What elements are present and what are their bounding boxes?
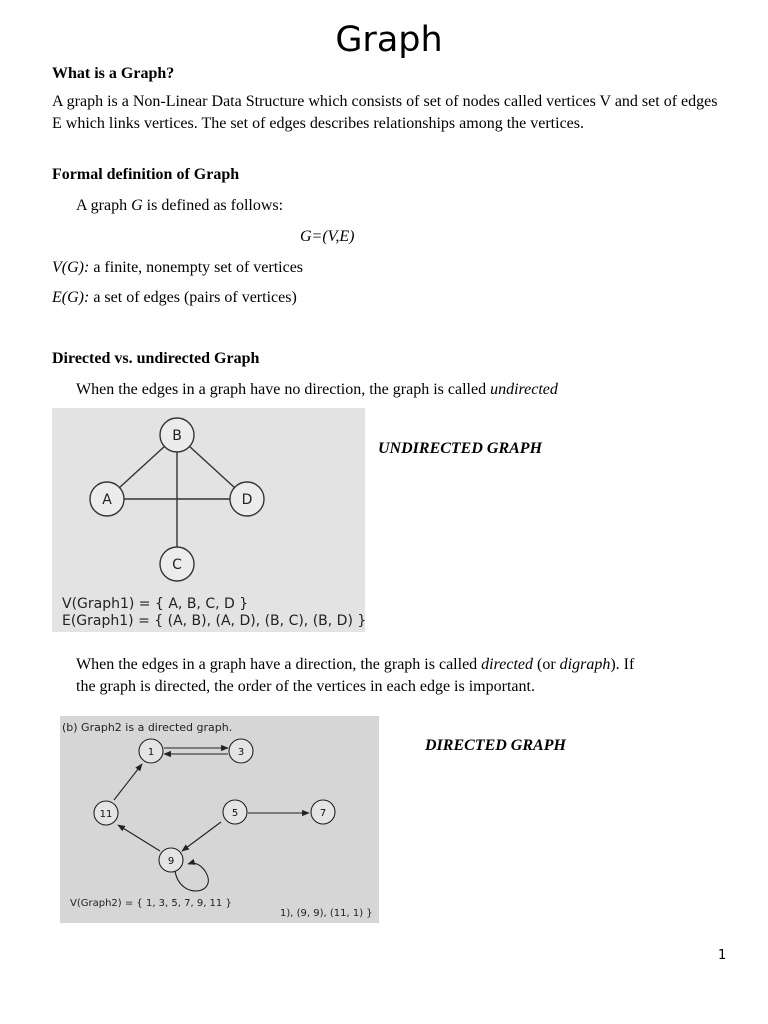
edge-term: E(G): <box>52 289 90 306</box>
directed-sentence-end: ). If <box>610 656 635 673</box>
digraph-term: digraph <box>559 656 611 673</box>
directed-graph-diagram <box>60 716 379 923</box>
directed-graph-figure <box>60 716 379 923</box>
directed-graph-label: DIRECTED GRAPH <box>425 737 566 754</box>
undirected-term: undirected <box>490 381 558 398</box>
formal-intro-variable: G <box>131 197 143 214</box>
vertex-description: a finite, nonempty set of vertices <box>89 259 304 276</box>
directed-edge-set-fragment: 1), (9, 9), (11, 1) } <box>280 908 373 919</box>
page-number: 1 <box>718 948 727 963</box>
undirected-vertex-set: V(Graph1) = { A, B, C, D } <box>62 596 249 612</box>
edge-11-to-1 <box>114 764 142 800</box>
undirected-sentence <box>76 379 558 401</box>
node-a-label: A <box>102 492 112 508</box>
node-9-label: 9 <box>167 856 175 867</box>
formal-intro <box>76 195 283 217</box>
edge-5-to-9 <box>182 822 221 851</box>
node-5-label: 5 <box>231 808 239 819</box>
undirected-sentence-text: When the edges in a graph have no direction, the graph is called <box>76 381 491 398</box>
definition-paragraph: A graph is a Non-Linear Data Structure which consists of set of nodes called vertices V and set of edges E which links vertices. The set of edges describes relationships among the vertices. <box>52 93 718 132</box>
directed-sentence-mid: (or <box>533 656 560 673</box>
node-1-label: 1 <box>147 747 155 758</box>
directed-sentence-line1 <box>76 654 634 676</box>
edge-9-to-11 <box>118 825 160 851</box>
vertex-term: V(G): <box>52 259 90 276</box>
directed-term: directed <box>481 656 533 673</box>
edge-definition <box>52 287 297 309</box>
formal-intro-text: A graph <box>76 197 132 214</box>
undirected-graph-figure <box>52 408 365 632</box>
node-c-label: C <box>172 557 182 573</box>
heading-directed-vs-undirected: Directed vs. undirected Graph <box>52 350 260 367</box>
undirected-edge-set: E(Graph1) = { (A, B), (A, D), (B, C), (B, D) } <box>62 613 365 629</box>
graph-equation: G=(V,E) <box>300 228 355 245</box>
directed-sentence-text: When the edges in a graph have a direction, the graph is called <box>76 656 482 673</box>
vertex-definition <box>52 257 303 279</box>
directed-figure-caption: (b) Graph2 is a directed graph. <box>62 721 233 734</box>
formal-intro-text-end: is defined as follows: <box>142 197 284 214</box>
undirected-graph-diagram <box>52 408 365 632</box>
undirected-graph-label: UNDIRECTED GRAPH <box>378 440 543 457</box>
node-d-label: D <box>241 492 253 508</box>
heading-what-is-graph: What is a Graph? <box>52 65 175 82</box>
node-b-label: B <box>172 428 182 444</box>
directed-vertex-set: V(Graph2) = { 1, 3, 5, 7, 9, 11 } <box>70 898 232 909</box>
node-11-label: 11 <box>99 809 113 820</box>
directed-sentence-line2: the graph is directed, the order of the vertices in each edge is important. <box>76 678 535 695</box>
edge-description: a set of edges (pairs of vertices) <box>89 289 297 306</box>
heading-formal-definition: Formal definition of Graph <box>52 166 240 183</box>
node-3-label: 3 <box>237 747 245 758</box>
page-title: Graph <box>335 20 443 60</box>
node-7-label: 7 <box>319 808 327 819</box>
